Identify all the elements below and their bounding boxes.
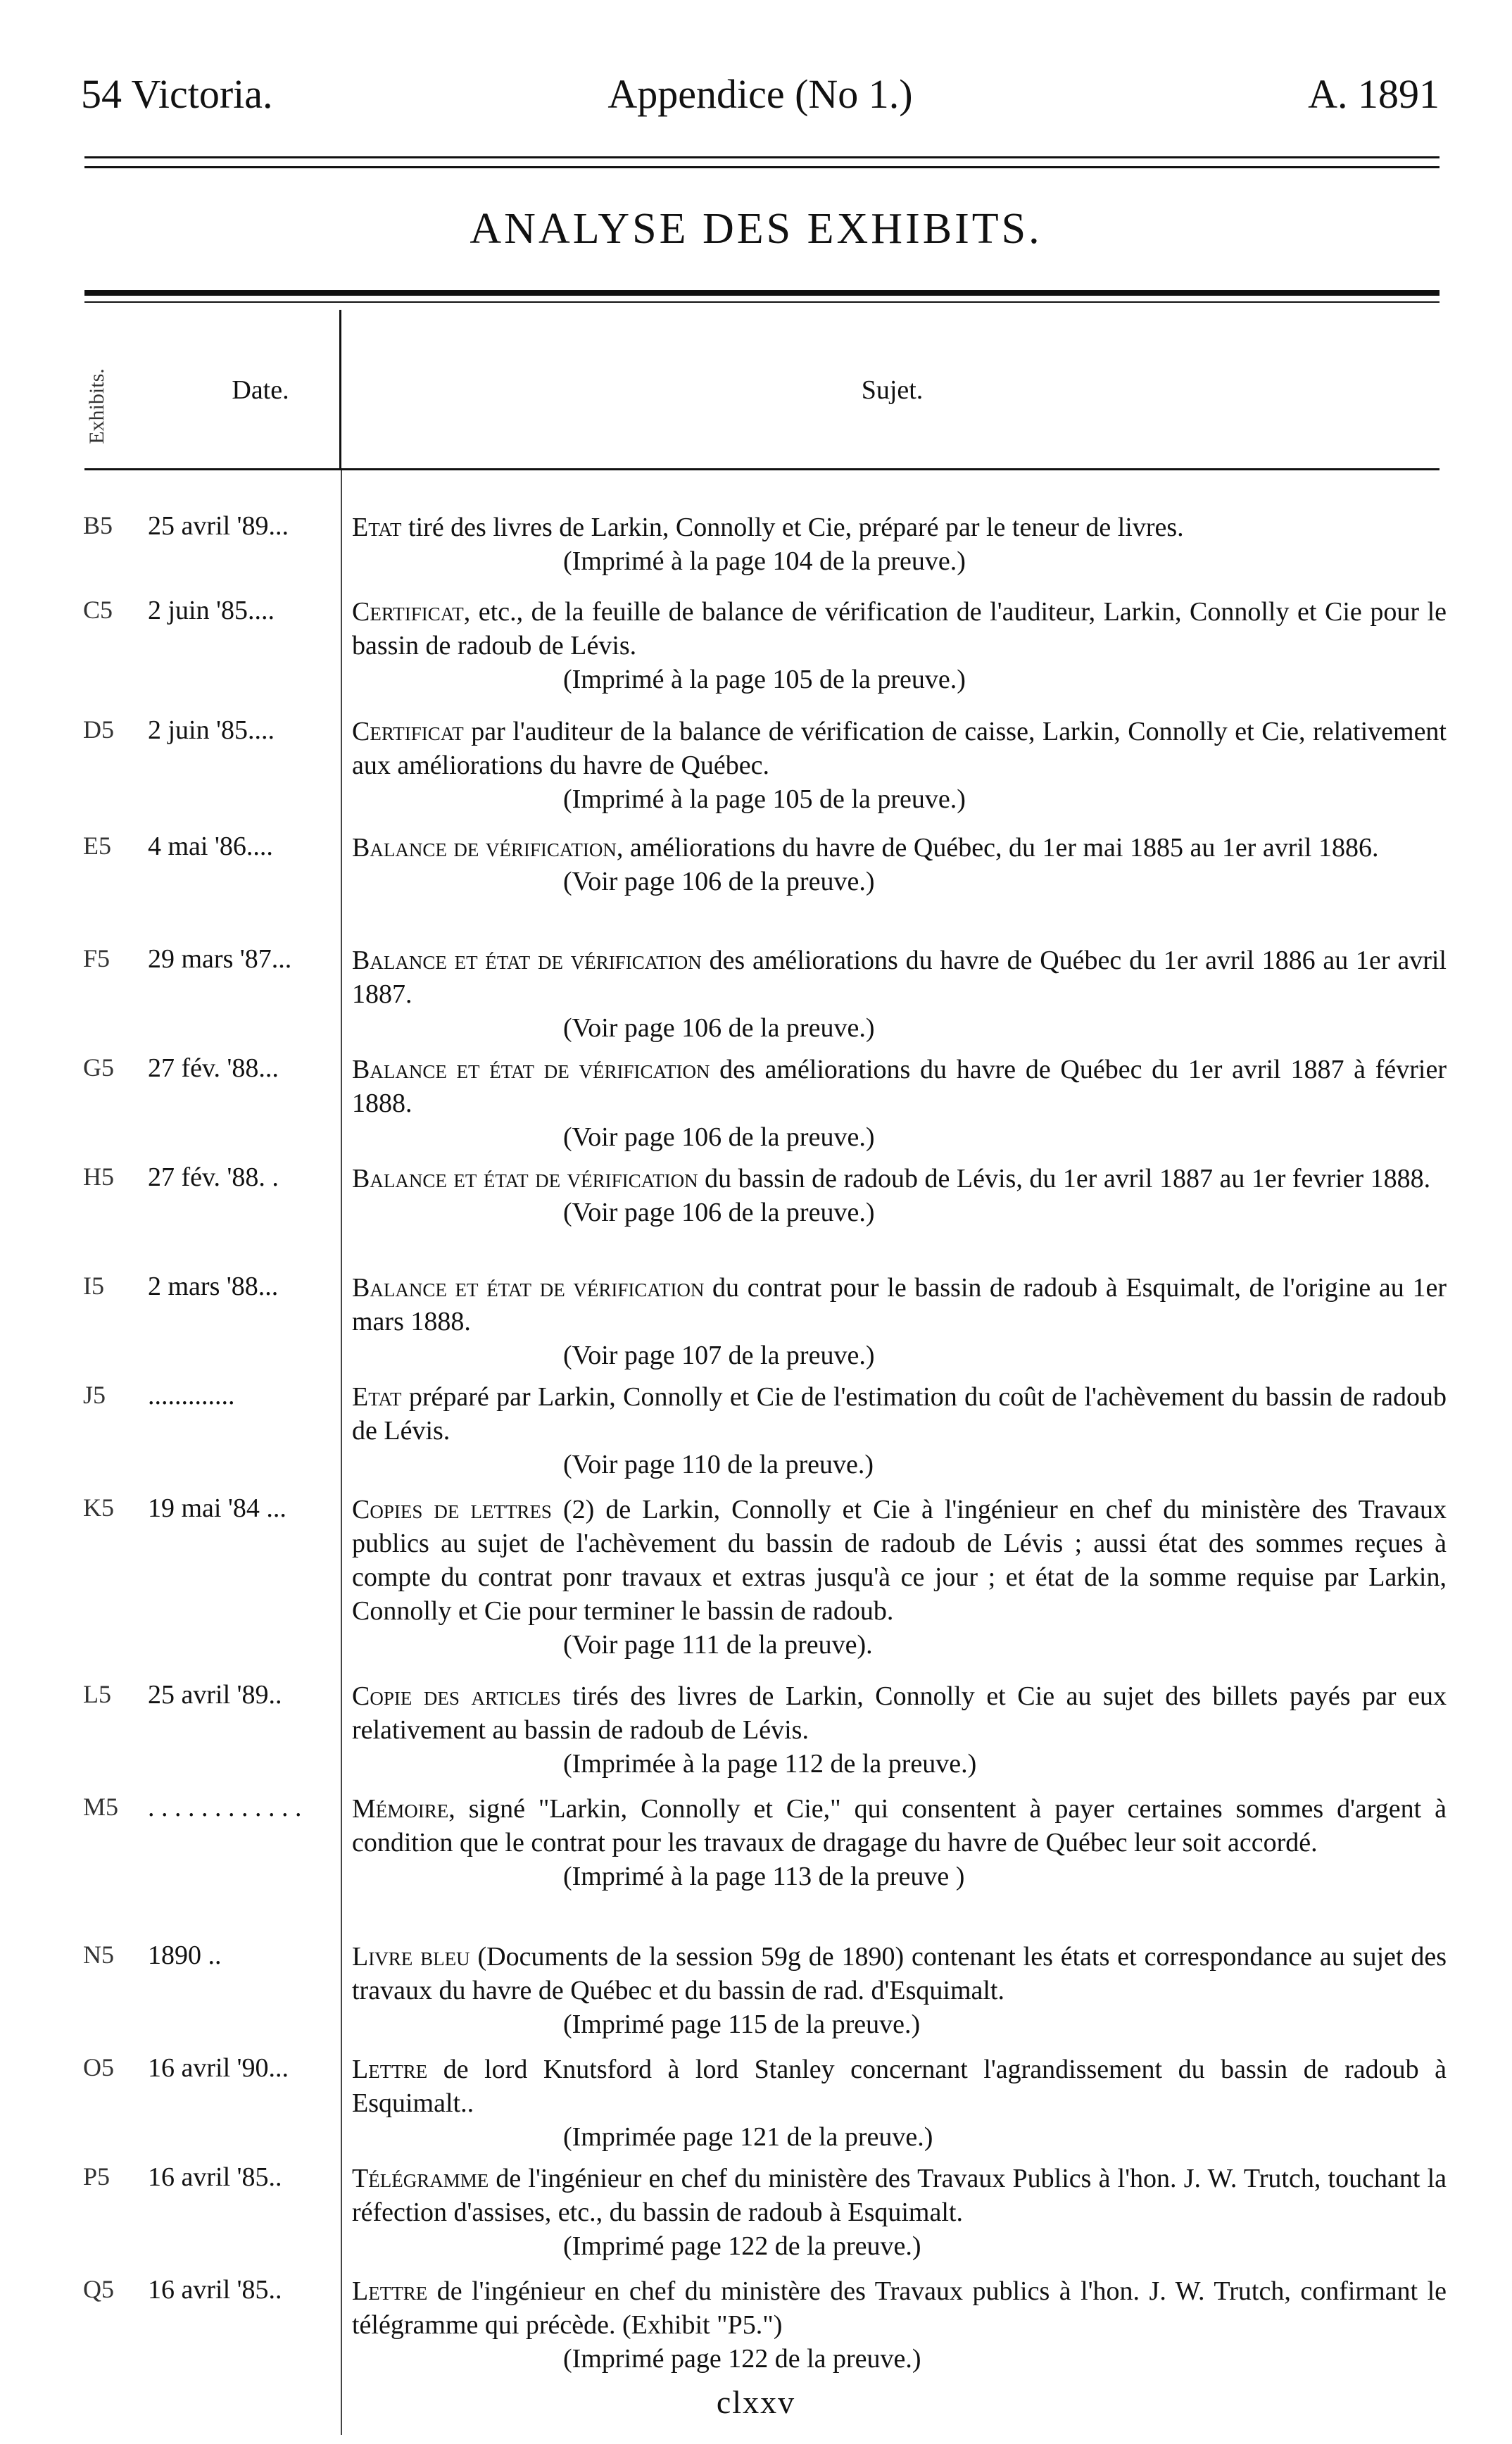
- exhibit-reference: (Imprimée à la page 112 de la preuve.): [563, 1749, 977, 1779]
- exhibit-code: G5: [83, 1053, 114, 1082]
- exhibit-date: 2 juin '85....: [148, 596, 275, 625]
- exhibit-subject: [352, 944, 1447, 1045]
- exhibit-code: O5: [83, 2053, 114, 2081]
- exhibit-lead: Lettre: [352, 2055, 428, 2084]
- appendix-label: Appendice (No 1.): [607, 71, 913, 117]
- exhibit-subject: [352, 510, 1447, 578]
- exhibit-subject: [352, 2274, 1447, 2376]
- exhibit-lead: Mémoire,: [352, 1794, 455, 1824]
- exhibit-subject: [352, 2053, 1447, 2154]
- exhibit-subject: [352, 595, 1447, 696]
- exhibit-lead: Télégramme: [352, 2164, 489, 2193]
- exhibit-date: 4 mai '86....: [148, 832, 273, 861]
- exhibit-lead: Balance et état de vérification: [352, 946, 702, 975]
- exhibit-date: 27 fév. '88...: [148, 1053, 279, 1083]
- exhibit-code: L5: [83, 1680, 111, 1708]
- header-rule-bottom: [84, 166, 1439, 168]
- exhibit-description: améliorations du havre de Québec, du 1er mai 1885 au 1er avril 1886.: [623, 833, 1379, 863]
- exhibit-code: D5: [83, 715, 114, 744]
- exhibit-date: . . . . . . . . . . . .: [148, 1793, 302, 1822]
- exhibit-subject: [352, 1493, 1447, 1662]
- exhibit-lead: Lettre: [352, 2276, 428, 2306]
- exhibit-subject: [352, 1162, 1447, 1229]
- exhibit-subject: [352, 1679, 1447, 1781]
- exhibit-code: K5: [83, 1493, 114, 1522]
- exhibit-description: des améliorations du havre de Québec du 1er avril 1886 au 1er avril 1887.: [352, 946, 1447, 1009]
- exhibit-subject: [352, 2162, 1447, 2263]
- page-number: clxxv: [716, 2384, 796, 2420]
- exhibit-reference: (Imprimé à la page 113 de la preuve ): [563, 1862, 965, 1891]
- exhibit-reference: (Imprimé à la page 105 de la preuve.): [563, 665, 966, 694]
- exhibit-reference: (Imprimée page 121 de la preuve.): [563, 2122, 933, 2152]
- exhibit-description: de l'ingénieur en chef du ministère des Travaux publics à l'hon. J. W. Trutch, confirmant le télégramme qui précède. (Exhibit "P5."): [352, 2276, 1447, 2340]
- exhibit-reference: (Voir page 106 de la preuve.): [563, 1198, 875, 1227]
- exhibit-date: 25 avril '89...: [148, 511, 289, 541]
- exhibit-date: 16 avril '90...: [148, 2053, 289, 2083]
- exhibit-description: (Documents de la session 59g de 1890) contenant les états et correspondance au sujet des travaux du havre de Québec et du bassin de rad. d'Esquimalt.: [352, 1942, 1447, 2005]
- exhibit-date: 19 mai '84 ...: [148, 1493, 286, 1523]
- exhibit-reference: (Imprimé à la page 104 de la preuve.): [563, 546, 966, 576]
- exhibit-lead: Copies de lettres: [352, 1495, 552, 1524]
- exhibit-subject: [352, 1380, 1447, 1481]
- exhibit-lead: Copie des articles: [352, 1681, 561, 1711]
- exhibit-reference: (Imprimé à la page 105 de la preuve.): [563, 784, 966, 814]
- exhibit-code: P5: [83, 2162, 111, 2191]
- exhibit-lead: Balance et état de vérification: [352, 1164, 698, 1193]
- column-header-subject: Sujet.: [861, 375, 924, 405]
- exhibit-description: des améliorations du havre de Québec du 1er avril 1887 à février 1888.: [352, 1055, 1447, 1118]
- title-rule-thick: [84, 290, 1439, 296]
- exhibit-date: 27 fév. '88. .: [148, 1163, 279, 1192]
- exhibit-subject: [352, 715, 1447, 816]
- exhibit-description: du contrat pour le bassin de radoub à Esquimalt, de l'origine au 1er mars 1888.: [352, 1273, 1447, 1336]
- column-header-rule: [84, 468, 1439, 470]
- exhibit-description: tirés des livres de Larkin, Connolly et Cie au sujet des billets payés par eux relativement au bassin de radoub de Lévis.: [352, 1681, 1447, 1745]
- exhibit-code: H5: [83, 1163, 114, 1191]
- exhibit-subject: [352, 1792, 1447, 1893]
- exhibit-lead: Certificat: [352, 717, 464, 746]
- running-header: [81, 70, 1439, 127]
- exhibit-code: B5: [83, 511, 113, 539]
- exhibit-reference: (Voir page 111 de la preuve).: [563, 1630, 873, 1660]
- exhibit-description: de lord Knutsford à lord Stanley concernant l'agrandissement du bassin de radoub à Esquimalt..: [352, 2055, 1447, 2118]
- year-label: A. 1891: [1308, 71, 1439, 117]
- column-divider-header: [339, 310, 341, 468]
- exhibit-lead: Etat: [352, 1382, 402, 1412]
- exhibit-subject: [352, 831, 1447, 898]
- exhibit-code: N5: [83, 1941, 114, 1969]
- title-rule-thin: [84, 301, 1439, 303]
- exhibit-code: E5: [83, 832, 111, 860]
- exhibit-date: 16 avril '85..: [148, 2162, 282, 2192]
- exhibit-lead: Balance de vérification,: [352, 833, 624, 863]
- exhibit-reference: (Voir page 106 de la preuve.): [563, 1122, 875, 1152]
- exhibit-code: F5: [83, 944, 111, 972]
- header-rule-top: [84, 156, 1439, 158]
- exhibit-description: (2) de Larkin, Connolly et Cie à l'ingénieur en chef du ministère des Travaux publics au sujet de l'achèvement du bassin de radoub de Lévis ; aussi état des sommes reçues à compte du contrat ponr travaux et extras jusqu'à ce jour ; et état de la somme requise par Larkin, Connolly et Cie pour terminer le bassin de radoub.: [352, 1495, 1447, 1626]
- column-header-exhibit: [76, 345, 118, 465]
- exhibit-code: I5: [83, 1272, 104, 1300]
- column-header-exhibit-label: Exhibits.: [85, 368, 108, 444]
- exhibit-reference: (Voir page 106 de la preuve.): [563, 867, 875, 896]
- exhibit-description: préparé par Larkin, Connolly et Cie de l'estimation du coût de l'achèvement du bassin de radoub de Lévis.: [352, 1382, 1447, 1446]
- exhibit-reference: (Imprimé page 122 de la preuve.): [563, 2231, 921, 2261]
- exhibit-subject: [352, 1053, 1447, 1154]
- exhibit-reference: (Imprimé page 122 de la preuve.): [563, 2344, 921, 2374]
- exhibit-lead: Livre bleu: [352, 1942, 470, 1972]
- session-label: 54 Victoria.: [81, 71, 273, 117]
- exhibit-date: 25 avril '89..: [148, 1680, 282, 1710]
- exhibit-date: .............: [148, 1381, 235, 1410]
- exhibit-date: 29 mars '87...: [148, 944, 292, 974]
- exhibit-description: signé "Larkin, Connolly et Cie," qui consentent à payer certaines sommes d'argent à condition que le contrat pour les travaux de dragage du havre de Québec leur soit accordé.: [352, 1794, 1447, 1857]
- exhibit-code: Q5: [83, 2275, 114, 2303]
- exhibit-reference: (Voir page 106 de la preuve.): [563, 1013, 875, 1043]
- exhibit-code: M5: [83, 1793, 119, 1821]
- exhibit-date: 2 juin '85....: [148, 715, 275, 745]
- exhibit-reference: (Voir page 107 de la preuve.): [563, 1341, 875, 1370]
- exhibit-description: du bassin de radoub de Lévis, du 1er avril 1887 au 1er fevrier 1888.: [698, 1164, 1431, 1193]
- exhibit-lead: Certificat,: [352, 597, 471, 627]
- page-title: ANALYSE DES EXHIBITS.: [470, 205, 1042, 253]
- exhibit-description: etc., de la feuille de balance de vérification de l'auditeur, Larkin, Connolly et Cie pour le bassin de radoub de Lévis.: [352, 597, 1447, 660]
- exhibit-code: C5: [83, 596, 113, 624]
- exhibit-reference: (Imprimé page 115 de la preuve.): [563, 2010, 921, 2039]
- exhibit-code: J5: [83, 1381, 106, 1409]
- exhibit-description: tiré des livres de Larkin, Connolly et Cie, préparé par le teneur de livres.: [401, 513, 1184, 542]
- exhibit-subject: [352, 1271, 1447, 1372]
- exhibit-date: 2 mars '88...: [148, 1272, 279, 1301]
- exhibit-date: 16 avril '85..: [148, 2275, 282, 2305]
- exhibit-date: 1890 ..: [148, 1941, 222, 1970]
- exhibit-reference: (Voir page 110 de la preuve.): [563, 1450, 874, 1479]
- exhibit-lead: Balance et état de vérification: [352, 1055, 710, 1084]
- column-header-date: Date.: [232, 375, 289, 405]
- exhibit-subject: [352, 1940, 1447, 2041]
- exhibit-lead: Etat: [352, 513, 402, 542]
- exhibit-lead: Balance et état de vérification: [352, 1273, 705, 1303]
- exhibit-description: par l'auditeur de la balance de vérification de caisse, Larkin, Connolly et Cie, relativement aux améliorations du havre de Québec.: [352, 717, 1447, 780]
- column-divider-body: [341, 470, 342, 2435]
- exhibit-description: de l'ingénieur en chef du ministère des Travaux Publics à l'hon. J. W. Trutch, touchant la réfection d'assises, etc., du bassin de radoub à Esquimalt.: [352, 2164, 1447, 2227]
